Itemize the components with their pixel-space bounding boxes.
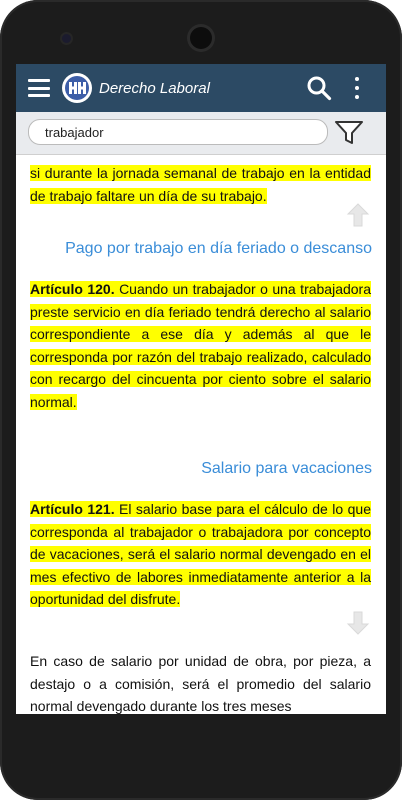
more-vert-icon[interactable] (354, 77, 360, 99)
article-text: El salario base para el cálculo de lo que corresponda al trabajador o trabajadora por concepto de vacaciones, será el salario normal devengado en el mes efectivo de labores inmediatamente anterior a la oportunidad del disfrute. (30, 501, 371, 607)
article-text: Cuando un trabajador o una trabajadora preste servicio en día feriado tendrá derecho al salario correspondiente a ese día y además al que le corresponda por razón del trabajo realizado, calculado con recargo del cincuenta por ciento sobre el salario normal. (30, 281, 372, 410)
scroll-down-icon[interactable] (346, 610, 370, 636)
paragraph (30, 162, 371, 207)
menu-icon[interactable] (28, 79, 50, 97)
paragraph: En caso de salario por unidad de obra, por pieza, a destajo o a comisión, será el promedio del salario normal devengado durante los tres meses (30, 653, 371, 714)
scroll-up-icon[interactable] (346, 202, 370, 228)
front-camera (62, 34, 71, 43)
article-121 (30, 498, 371, 611)
article-content[interactable] (16, 154, 386, 714)
app-screen (16, 64, 386, 714)
article-title: Artículo 120. (30, 281, 115, 297)
article-title: Artículo 121. (30, 501, 115, 517)
search-icon[interactable] (306, 75, 332, 101)
section-heading: Pago por trabajo en día feriado o descanso (65, 240, 372, 257)
speaker (190, 27, 212, 49)
article-120 (30, 278, 371, 413)
app-title: Derecho Laboral (99, 79, 210, 97)
filter-icon[interactable] (334, 120, 364, 146)
search-bar (16, 112, 386, 155)
section-heading: Salario para vacaciones (201, 460, 372, 477)
app-bar (16, 64, 386, 112)
highlighted-text: si durante la jornada semanal de trabajo en la entidad de trabajo faltare un día de su trabajo. (30, 165, 371, 204)
search-input[interactable] (28, 119, 328, 145)
app-logo (62, 73, 92, 103)
